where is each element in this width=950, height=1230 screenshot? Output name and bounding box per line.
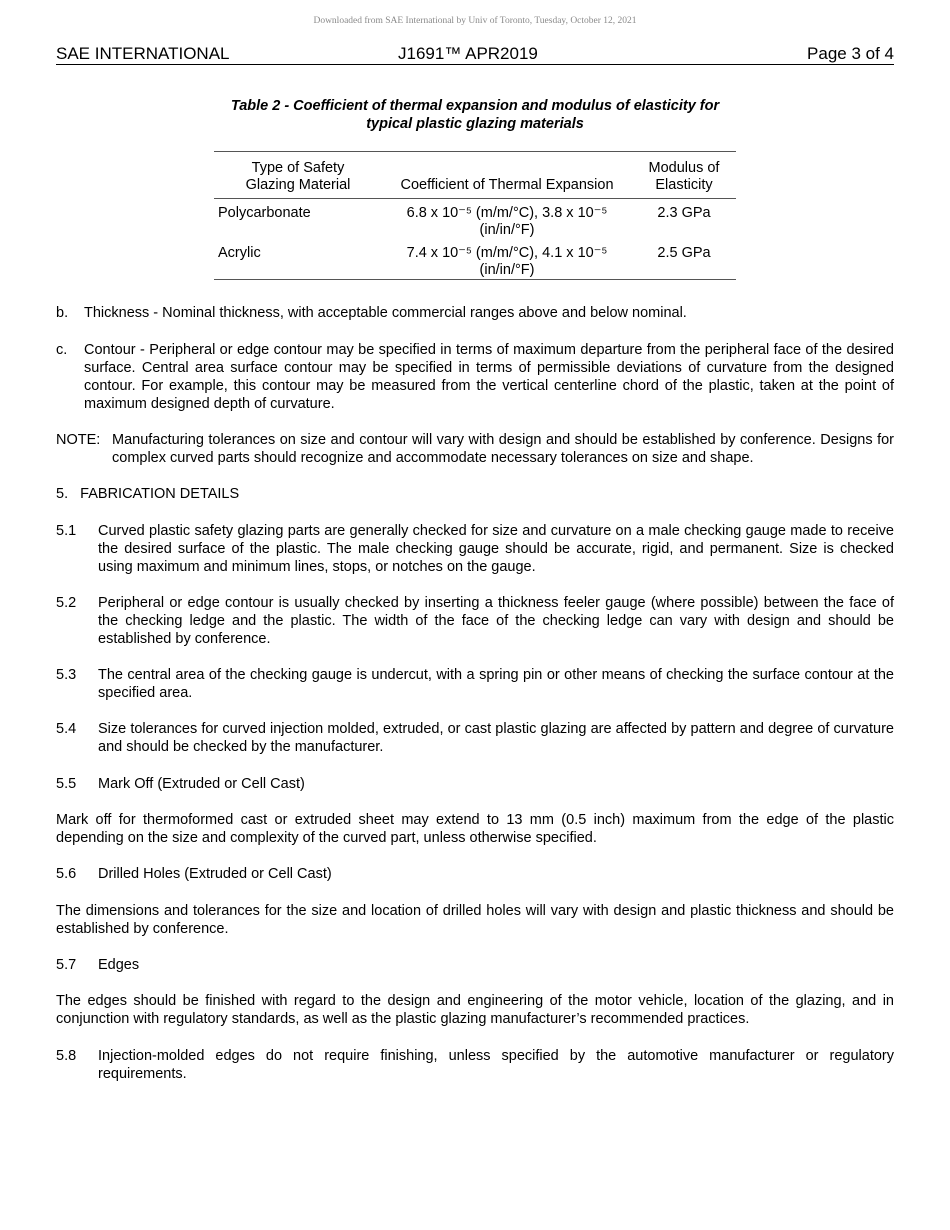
table-caption xyxy=(56,97,894,133)
section-5-7-body xyxy=(56,992,894,1028)
table-caption-line-2: typical plastic glazing materials xyxy=(366,116,584,132)
section-text: Curved plastic safety glazing parts are generally checked for size and curvature on a male checking gauge made to receive the desired surface of the plastic. The male checking gauge should be accurate, rigid, and permanent. Size is checked using maximum and minimum lines, stops, or notches on the gauge. xyxy=(98,523,894,575)
table-caption-line-1: Table 2 - Coefficient of thermal expansion and modulus of elasticity for xyxy=(230,98,720,114)
header-modulus-line-1: Modulus of xyxy=(648,160,720,176)
header-material-line-2: Glazing Material xyxy=(245,177,351,193)
section-body: Mark off for thermoformed cast or extruded sheet may extend to 13 mm (0.5 inch) maximum from the edge of the plastic depending on the size and complexity of the curved part, unless otherwise specified. xyxy=(56,812,894,846)
header-cte: Coefficient of Thermal Expansion xyxy=(400,177,614,193)
note-label: NOTE: xyxy=(56,432,101,448)
section-5-6-heading xyxy=(56,865,894,883)
table-header-row xyxy=(214,152,736,199)
header-modulus-line-2: Elasticity xyxy=(655,177,713,193)
header-modulus xyxy=(632,152,736,199)
item-b xyxy=(56,304,894,322)
section-number: 5.6 xyxy=(56,866,77,882)
header-page-number: Page 3 of 4 xyxy=(807,44,894,63)
cell-cte-line-2: (in/in/°F) xyxy=(479,222,535,238)
cell-cte xyxy=(382,239,632,280)
item-c xyxy=(56,341,894,413)
note xyxy=(56,431,894,467)
header-material-line-1: Type of Safety xyxy=(251,160,345,176)
item-c-label: c. xyxy=(56,342,68,358)
section-5-8 xyxy=(56,1047,894,1083)
header-material xyxy=(214,152,382,199)
cell-cte-line-1: 6.8 x 10⁻⁵ (m/m/°C), 3.8 x 10⁻⁵ xyxy=(406,205,608,221)
section-number: 5.2 xyxy=(56,595,77,611)
section-5-2 xyxy=(56,594,894,648)
section-number: 5.7 xyxy=(56,957,77,973)
section-text: The central area of the checking gauge is undercut, with a spring pin or other means of checking the surface contour at the specified area. xyxy=(98,667,894,701)
header-publisher: SAE INTERNATIONAL xyxy=(56,44,230,63)
note-text: Manufacturing tolerances on size and contour will vary with design and should be established by conference. Designs for complex curved parts should recognize and accommodate necessary tolerances on size and shape. xyxy=(112,432,894,466)
section-number: 5.8 xyxy=(56,1048,77,1064)
cell-modulus: 2.5 GPa xyxy=(657,245,711,261)
item-c-text: Contour - Peripheral or edge contour may be specified in terms of maximum departure from the peripheral face of the desired surface. Central area surface contour may be specified in terms of permissible deviations of curvature from the designed contour. For example, this contour may be measured from the vertical centerline chord of the plastic, taken at the point of maximum designed depth of curvature. xyxy=(84,342,894,412)
section-body: The dimensions and tolerances for the size and location of drilled holes will vary with design and plastic thickness and should be established by conference. xyxy=(56,903,894,937)
section-number: 5.4 xyxy=(56,721,77,737)
section-5-6-body xyxy=(56,902,894,938)
section-text: Size tolerances for curved injection molded, extruded, or cast plastic glazing are affected by pattern and degree of curvature and should be checked by the manufacturer. xyxy=(98,721,894,755)
section-number: 5.3 xyxy=(56,667,77,683)
cell-modulus: 2.3 GPa xyxy=(657,205,711,221)
section-title: Mark Off (Extruded or Cell Cast) xyxy=(98,776,305,792)
section-number: 5.5 xyxy=(56,776,77,792)
table-row xyxy=(214,239,736,280)
section-text: Injection-molded edges do not require finishing, unless specified by the automotive manufacturer or regulatory requirements. xyxy=(98,1048,894,1082)
section-5-7-heading xyxy=(56,956,894,974)
section-title: Edges xyxy=(98,957,140,973)
section-5-5-body xyxy=(56,811,894,847)
section-title: Drilled Holes (Extruded or Cell Cast) xyxy=(98,866,332,882)
page-header xyxy=(56,44,894,65)
cell-material: Polycarbonate xyxy=(218,205,311,221)
table-row xyxy=(214,199,736,240)
item-b-label: b. xyxy=(56,305,69,321)
cell-cte-line-1: 7.4 x 10⁻⁵ (m/m/°C), 4.1 x 10⁻⁵ xyxy=(406,245,608,261)
cell-cte xyxy=(382,199,632,240)
cell-material: Acrylic xyxy=(218,245,261,261)
header-document-id: J1691™ APR2019 xyxy=(398,44,538,63)
section-5-4 xyxy=(56,720,894,756)
section-5-3 xyxy=(56,666,894,702)
section-number: 5.1 xyxy=(56,523,77,539)
section-5-1 xyxy=(56,522,894,576)
cell-cte-line-2: (in/in/°F) xyxy=(479,262,535,278)
section-5-heading: 5. FABRICATION DETAILS xyxy=(56,486,240,502)
item-b-text: Thickness - Nominal thickness, with acceptable commercial ranges above and below nominal. xyxy=(84,305,687,321)
section-text: Peripheral or edge contour is usually checked by inserting a thickness feeler gauge (where possible) between the face of the checking ledge and the plastic. The width of the face of the checking ledge can vary with design and should be established by conference. xyxy=(98,595,894,647)
thermal-properties-table xyxy=(214,151,736,280)
download-watermark: Downloaded from SAE International by Univ of Toronto, Tuesday, October 12, 2021 xyxy=(313,16,637,26)
section-body: The edges should be finished with regard to the design and engineering of the motor vehicle, location of the glazing, and in conjunction with regulatory standards, as well as the plastic glazing manufacturer’s recommended practices. xyxy=(56,993,894,1027)
section-5-5-heading xyxy=(56,775,894,793)
